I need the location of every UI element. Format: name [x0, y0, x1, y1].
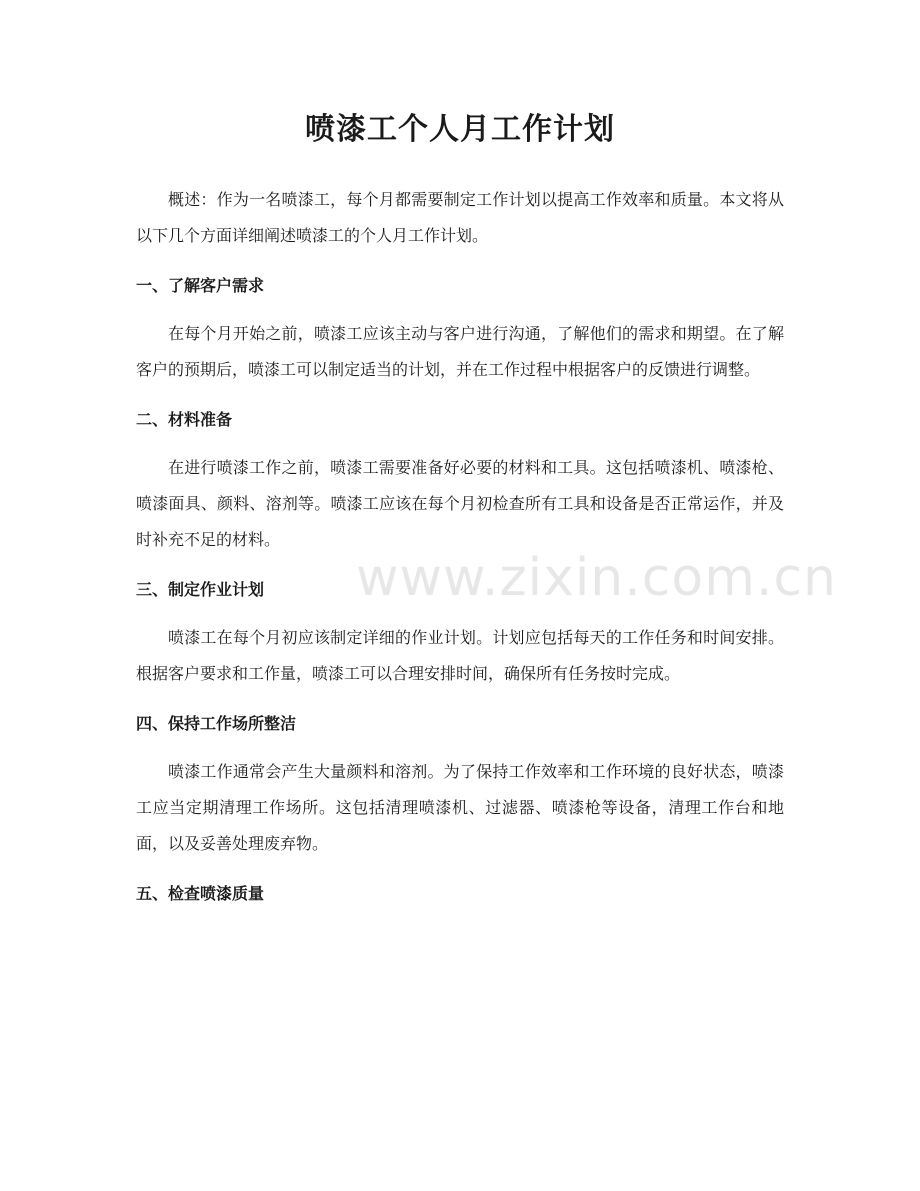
- section-body-3: 喷漆工在每个月初应该制定详细的作业计划。计划应包括每天的工作任务和时间安排。根据客户要求和工作量，喷漆工可以合理安排时间，确保所有任务按时完成。: [136, 628, 784, 683]
- section-heading-5: 五、检查喷漆质量: [136, 884, 265, 903]
- document-title: 喷漆工个人月工作计划: [305, 112, 615, 147]
- section-body-4: 喷漆工作通常会产生大量颜料和溶剂。为了保持工作效率和工作环境的良好状态，喷漆工应当定期清理工作场所。这包括清理喷漆机、过滤器、喷漆枪等设备，清理工作台和地面，以及妥善处理废弃物。: [136, 762, 784, 853]
- section-body-1: 在每个月开始之前，喷漆工应该主动与客户进行沟通，了解他们的需求和期望。在了解客户的预期后，喷漆工可以制定适当的计划，并在工作过程中根据客户的反馈进行调整。: [136, 324, 784, 379]
- section-body-2: 在进行喷漆工作之前，喷漆工需要准备好必要的材料和工具。这包括喷漆机、喷漆枪、喷漆面具、颜料、溶剂等。喷漆工应该在每个月初检查所有工具和设备是否正常运作，并及时补充不足的材料。: [136, 458, 784, 549]
- section-heading-2: 二、材料准备: [136, 410, 233, 429]
- document-body: [136, 182, 784, 906]
- section-heading-1: 一、了解客户需求: [136, 276, 265, 295]
- section-heading-4: 四、保持工作场所整洁: [136, 714, 297, 733]
- section-heading-3: 三、制定作业计划: [136, 580, 265, 599]
- intro-paragraph: 概述：作为一名喷漆工，每个月都需要制定工作计划以提高工作效率和质量。本文将从以下几个方面详细阐述喷漆工的个人月工作计划。: [136, 190, 784, 245]
- watermark-text: www.zixin.com.cn: [356, 548, 837, 608]
